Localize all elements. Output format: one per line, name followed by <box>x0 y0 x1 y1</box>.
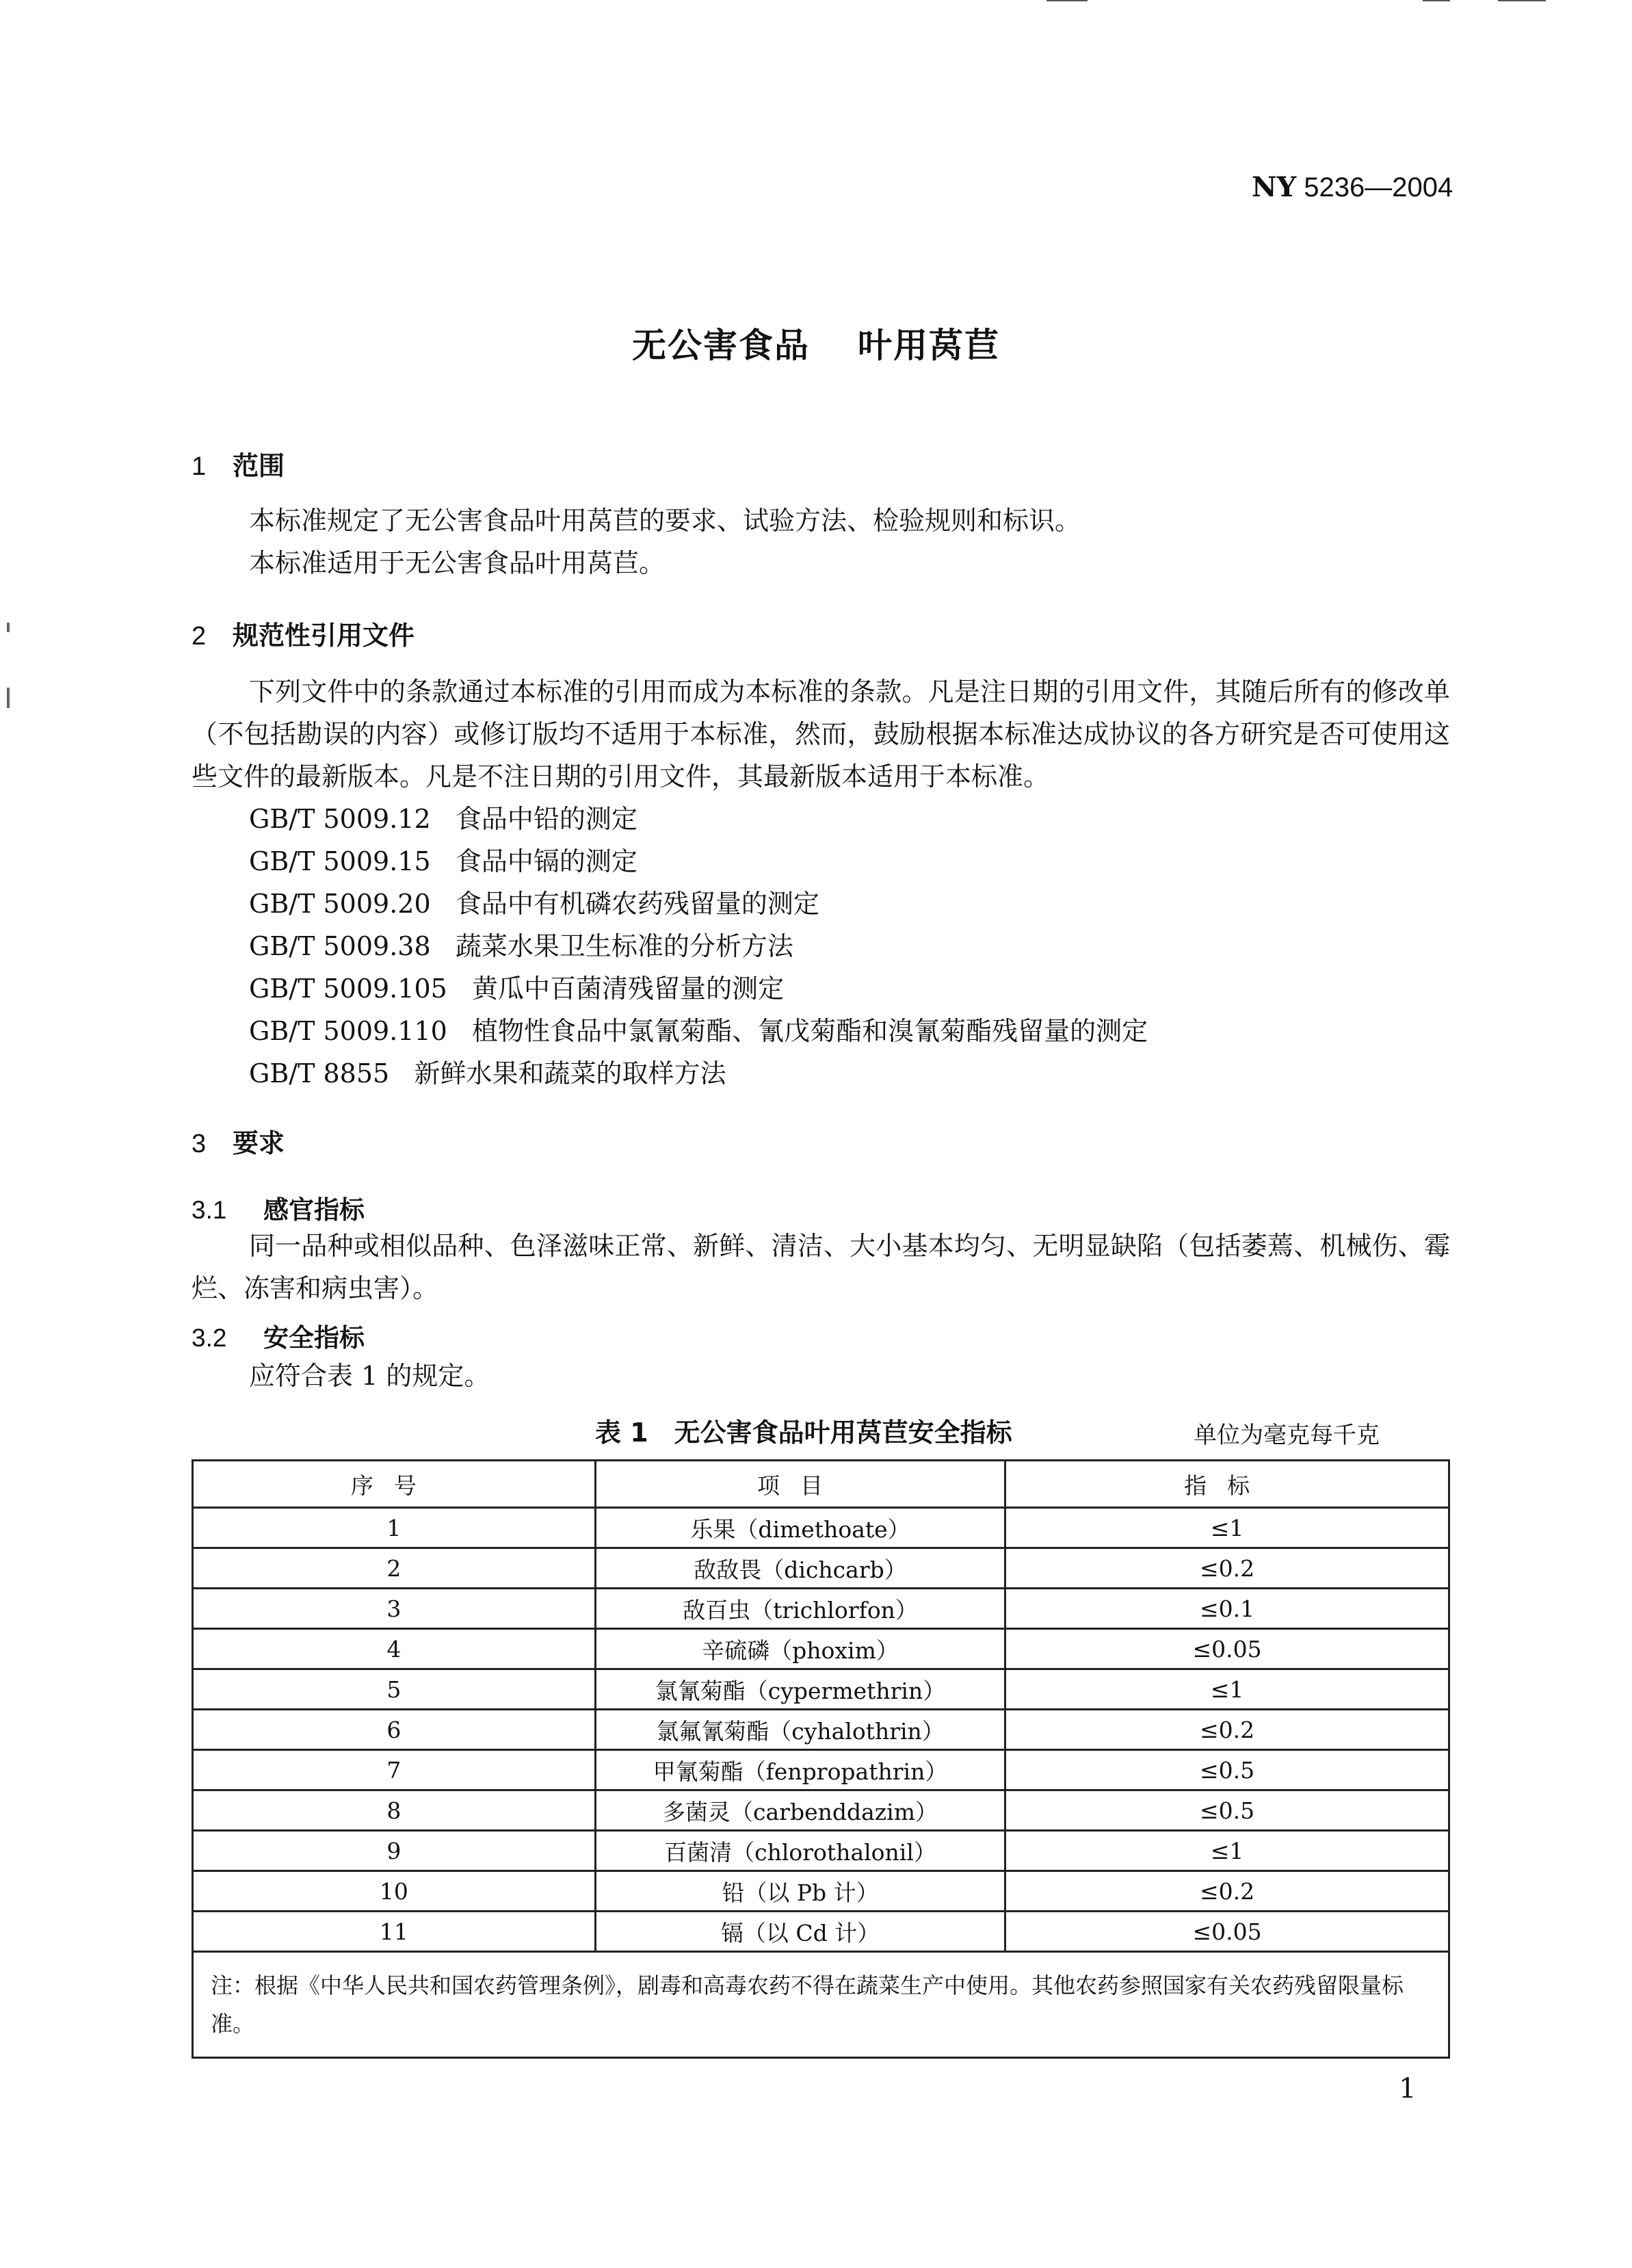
reference-item: GB/T 5009.38 蔬菜水果卫生标准的分析方法 <box>249 931 793 961</box>
cell-item: 铅（以 Pb 计） <box>595 1871 1005 1912</box>
cell-number: 2 <box>193 1548 596 1589</box>
table-note: 注：根据《中华人民共和国农药管理条例》，剧毒和高毒农药不得在蔬菜生产中使用。其他农药参照国家有关农药残留限量标准。 <box>193 1952 1449 2058</box>
cell-item: 辛硫磷（phoxim） <box>595 1629 1005 1669</box>
cell-item: 敌百虫（trichlorfon） <box>595 1589 1005 1629</box>
title-part-1: 无公害食品 <box>632 326 810 365</box>
reference-item: GB/T 5009.110 植物性食品中氯氰菊酯、氰戊菊酯和溴氰菊酯残留量的测定 <box>249 1016 1148 1046</box>
cell-item: 乐果（dimethoate） <box>595 1508 1005 1548</box>
cell-number: 5 <box>193 1669 596 1710</box>
table-row <box>193 1548 1449 1589</box>
cell-limit: ≤1 <box>1005 1669 1449 1710</box>
cell-number: 11 <box>193 1912 596 1952</box>
reference-item: GB/T 5009.12 食品中铅的测定 <box>249 804 637 834</box>
section-3-2-paragraph: 应符合表 1 的规定。 <box>249 1361 490 1391</box>
cell-limit: ≤1 <box>1005 1508 1449 1548</box>
table-row <box>193 1589 1449 1629</box>
cell-limit: ≤0.1 <box>1005 1589 1449 1629</box>
cell-item: 甲氰菊酯（fenpropathrin） <box>595 1750 1005 1790</box>
table-caption: 表 1 无公害食品叶用莴苣安全指标 <box>595 1418 1012 1448</box>
reference-item: GB/T 5009.105 黄瓜中百菌清残留量的测定 <box>249 974 785 1004</box>
cell-number: 9 <box>193 1831 596 1871</box>
column-header-number: 序号 <box>193 1461 596 1508</box>
subsection-heading-3-2: 3.2 安全指标 <box>192 1323 365 1353</box>
cell-number: 6 <box>193 1710 596 1750</box>
cell-item: 敌敌畏（dichcarb） <box>595 1548 1005 1589</box>
section-heading-1: 1 范围 <box>192 451 285 481</box>
binding-mark <box>7 688 10 708</box>
title-part-2: 叶用莴苣 <box>858 326 1000 365</box>
cell-number: 10 <box>193 1871 596 1912</box>
scan-edge-mark <box>1498 0 1546 1</box>
table-row <box>193 1831 1449 1871</box>
subsection-heading-3-1: 3.1 感官指标 <box>192 1195 365 1225</box>
cell-item: 多菌灵（carbenddazim） <box>595 1790 1005 1831</box>
table-row <box>193 1710 1449 1750</box>
table-row <box>193 1750 1449 1790</box>
safety-index-table <box>192 1459 1450 2059</box>
cell-limit: ≤0.05 <box>1005 1629 1449 1669</box>
section-1-paragraph-2: 本标准适用于无公害食品叶用莴苣。 <box>249 548 666 578</box>
cell-limit: ≤0.2 <box>1005 1710 1449 1750</box>
cell-limit: ≤1 <box>1005 1831 1449 1871</box>
page-title <box>0 318 1632 367</box>
column-header-limit: 指标 <box>1005 1461 1449 1508</box>
cell-limit: ≤0.5 <box>1005 1790 1449 1831</box>
table-row <box>193 1871 1449 1912</box>
standard-prefix: NY <box>1252 171 1297 203</box>
cell-item: 镉（以 Cd 计） <box>595 1912 1005 1952</box>
reference-item: GB/T 5009.20 食品中有机磷农药残留量的测定 <box>249 889 819 919</box>
cell-number: 1 <box>193 1508 596 1548</box>
scan-edge-mark <box>1047 0 1088 1</box>
cell-number: 8 <box>193 1790 596 1831</box>
section-3-1-paragraph: 同一品种或相似品种、色泽滋味正常、新鲜、清洁、大小基本均匀、无明显缺陷（包括萎蔫、机械伤、霉烂、冻害和病虫害）。 <box>192 1231 1450 1303</box>
cell-number: 3 <box>193 1589 596 1629</box>
column-header-item: 项目 <box>595 1461 1005 1508</box>
table-row <box>193 1669 1449 1710</box>
cell-number: 7 <box>193 1750 596 1790</box>
cell-item: 氯氟氰菊酯（cyhalothrin） <box>595 1710 1005 1750</box>
binding-mark <box>7 623 10 632</box>
scan-edge-mark <box>1423 0 1450 1</box>
page-number: 1 <box>1399 2073 1417 2104</box>
table-unit: 单位为毫克每千克 <box>1194 1422 1380 1449</box>
reference-item: GB/T 5009.15 食品中镉的测定 <box>249 846 637 876</box>
cell-limit: ≤0.5 <box>1005 1750 1449 1790</box>
cell-item: 氯氰菊酯（cypermethrin） <box>595 1669 1005 1710</box>
table-row <box>193 1912 1449 1952</box>
standard-number <box>1252 171 1453 203</box>
cell-number: 4 <box>193 1629 596 1669</box>
table-note-row <box>193 1952 1449 2058</box>
section-2-paragraph: 下列文件中的条款通过本标准的引用而成为本标准的条款。凡是注日期的引用文件，其随后所有的修改单（不包括勘误的内容）或修订版均不适用于本标准，然而，鼓励根据本标准达成协议的各方研究是否可使用这些文件的最新版本。凡是不注日期的引用文件，其最新版本适用于本标准。 <box>192 677 1450 792</box>
table-row <box>193 1790 1449 1831</box>
section-heading-2: 2 规范性引用文件 <box>192 621 415 651</box>
section-1-paragraph-1: 本标准规定了无公害食品叶用莴苣的要求、试验方法、检验规则和标识。 <box>249 506 1081 536</box>
cell-item: 百菌清（chlorothalonil） <box>595 1831 1005 1871</box>
table-row <box>193 1508 1449 1548</box>
standard-code: 5236—2004 <box>1304 172 1453 203</box>
section-heading-3: 3 要求 <box>192 1128 285 1158</box>
cell-limit: ≤0.05 <box>1005 1912 1449 1952</box>
cell-limit: ≤0.2 <box>1005 1548 1449 1589</box>
reference-item: GB/T 8855 新鲜水果和蔬菜的取样方法 <box>249 1058 726 1089</box>
table-header-row <box>193 1461 1449 1508</box>
table-row <box>193 1629 1449 1669</box>
cell-limit: ≤0.2 <box>1005 1871 1449 1912</box>
